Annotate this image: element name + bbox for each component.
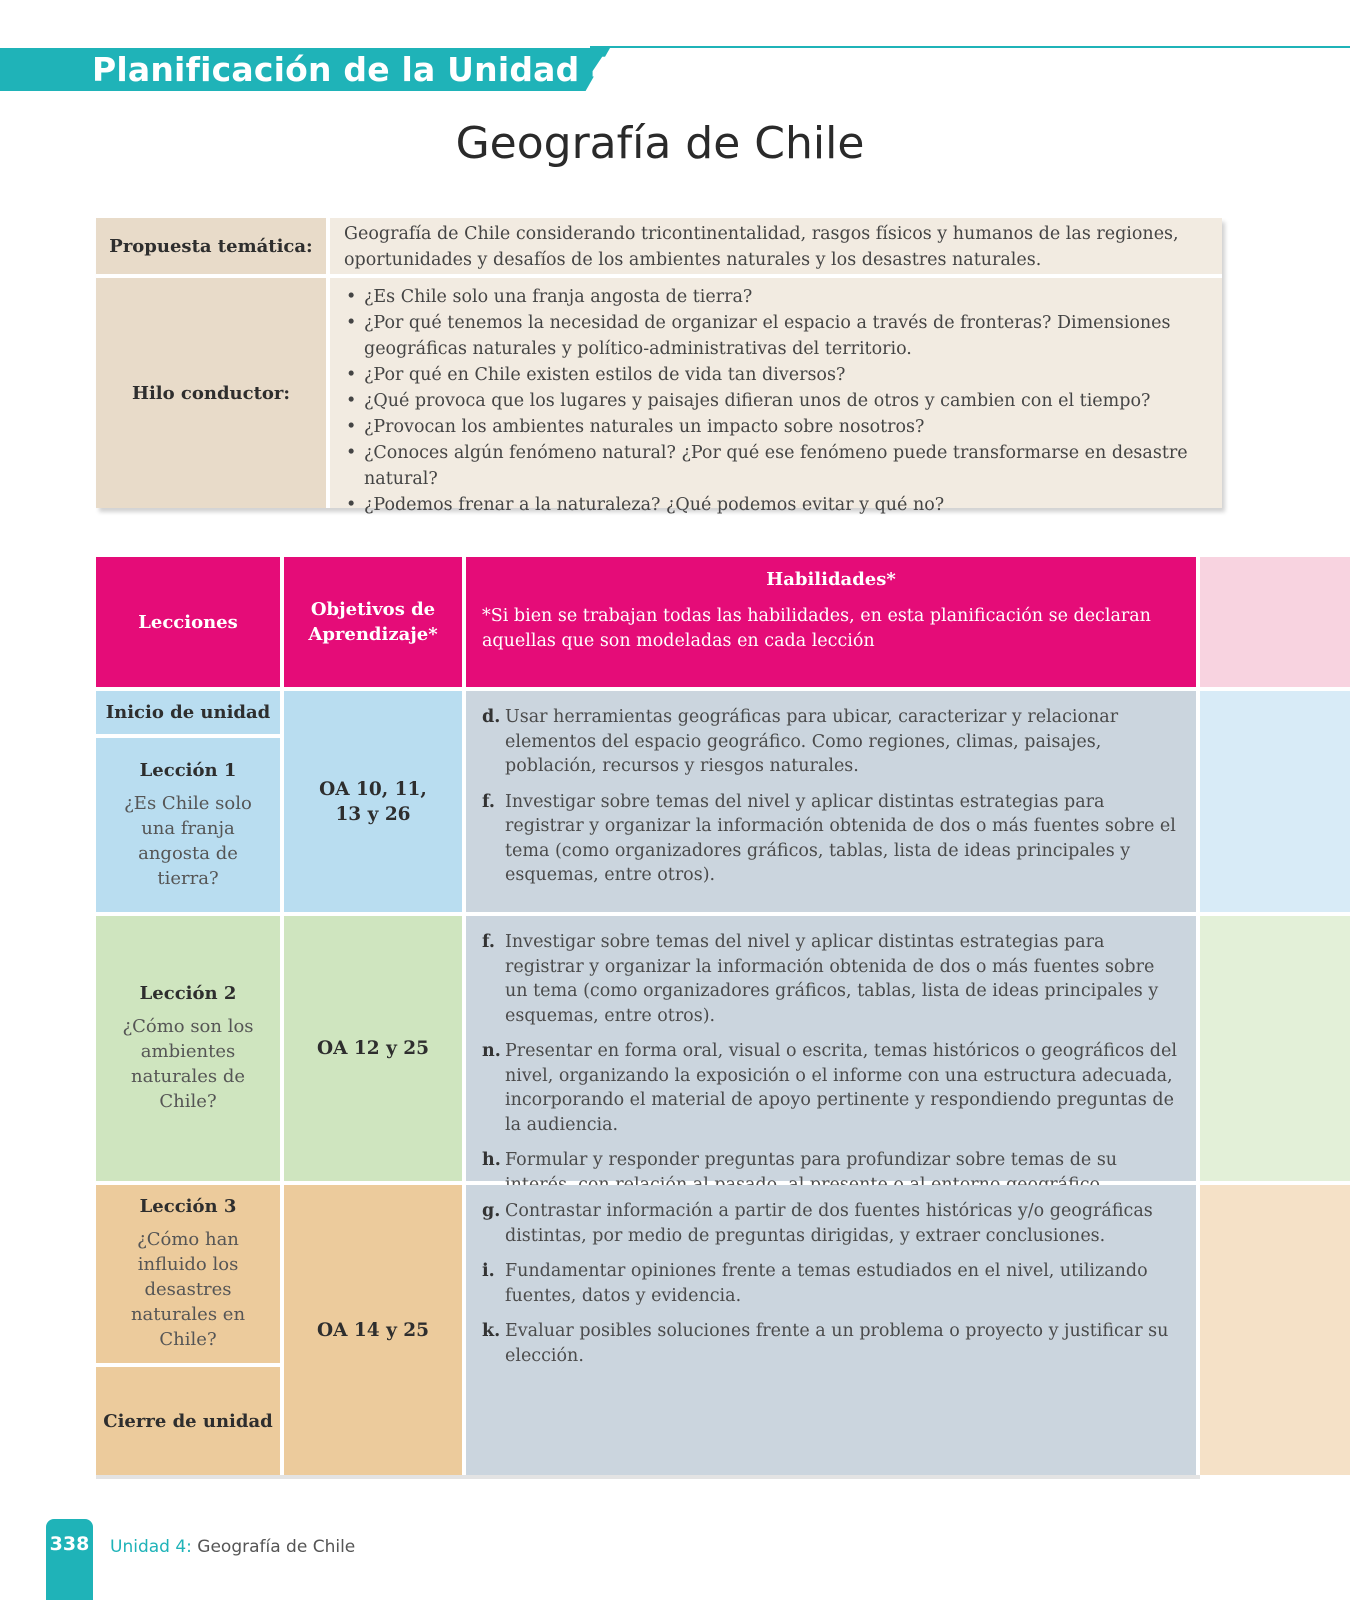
cierre-unidad: Cierre de unidad [96, 1367, 280, 1475]
hilo-item: • ¿Provocan los ambientes naturales un impacto sobre nosotros? [344, 414, 1208, 440]
page-number-tab [46, 1519, 93, 1600]
lesson-3-cell: Lección 3 ¿Cómo han influido los desastres naturales en Chile? [96, 1185, 280, 1363]
hilo-item: • ¿Por qué en Chile existen estilos de vida tan diversos? [344, 362, 1208, 388]
lesson-3-skills [466, 1185, 1196, 1475]
footer-unit-label: Unidad 4: [110, 1537, 192, 1557]
hilo-list [330, 278, 1222, 515]
summary-table [96, 218, 1222, 515]
hilo-label: Hilo conductor: [96, 278, 326, 508]
page-number: 338 [49, 1533, 90, 1555]
skill-item: f. Investigar sobre temas del nivel y aplicar distintas estrategias para registrar y organizar la información obtenida de dos o más fuentes sobre un tema (como organizadores gráficos, tablas, lista de ideas principales y esquemas, entre otros). [482, 932, 1159, 1026]
header-rule [590, 46, 1350, 48]
hilo-item: • ¿Conoces algún fenómeno natural? ¿Por qué ese fenómeno puede transformarse en desastre natural? [344, 440, 1208, 492]
lesson-1-oa: OA 10, 11, 13 y 26 [284, 691, 462, 912]
hilo-item: • ¿Podemos frenar a la naturaleza? ¿Qué podemos evitar y qué no? [344, 492, 1208, 518]
header-habilidades: Habilidades* *Si bien se trabajan todas las habilidades, en esta planificación se declaran aquellas que son modeladas en cada lección [466, 557, 1196, 687]
skill-item: i. Fundamentar opiniones frente a temas estudiados en el nivel, utilizando fuentes, datos y evidencia. [482, 1261, 1148, 1306]
hilo-item: • ¿Por qué tenemos la necesidad de organizar el espacio a través de fronteras? Dimensiones geográficas naturales y político-administrativas del territorio. [344, 310, 1208, 362]
lesson-2-cell: Lección 2 ¿Cómo son los ambientes naturales de Chile? [96, 916, 280, 1181]
skill-item: g. Contrastar información a partir de dos fuentes históricas y/o geográficas distintas, por medio de preguntas dirigidas, y extraer conclusiones. [482, 1201, 1153, 1246]
lesson-1-extra [1200, 691, 1350, 912]
propuesta-label: Propuesta temática: [96, 218, 326, 274]
skill-item: h. Formular y responder preguntas para profundizar sobre temas de su [482, 1150, 1118, 1170]
lesson-2-oa: OA 12 y 25 [284, 916, 462, 1181]
unit-banner-title: Planificación de la Unidad 4 [92, 50, 615, 89]
header-lecciones: Lecciones [96, 557, 280, 687]
lesson-1-skills [466, 691, 1196, 912]
page-title: Geografía de Chile [455, 118, 865, 169]
skill-item: f. Investigar sobre temas del nivel y aplicar distintas estrategias para registrar y organizar la información obtenida de dos o más fuentes sobre el tema (como organizadores gráficos, tablas, lista de ideas principales y esquemas, entre otros). [482, 791, 1176, 885]
hilo-item: • ¿Qué provoca que los lugares y paisajes difieran unos de otros y cambien con el tiempo? [344, 388, 1208, 414]
table-shadow [96, 1475, 1200, 1479]
lesson-3-extra [1200, 1185, 1350, 1475]
skill-item: n. Presentar en forma oral, visual o escrita, temas históricos o geográficos del nivel, organizando la exposición o el informe con una estructura adecuada, incorporando el material de apoyo pertinente y respondiendo preguntas de la audiencia. [482, 1041, 1177, 1135]
lesson-1-cell: Lección 1 ¿Es Chile solo una franja angosta de tierra? [96, 738, 280, 912]
inicio-unidad: Inicio de unidad [96, 691, 280, 734]
planning-table [96, 557, 1350, 1475]
lesson-2-skills [466, 916, 1196, 1181]
propuesta-text: Geografía de Chile considerando tricontinentalidad, rasgos físicos y humanos de las regiones, oportunidades y desafíos de los ambientes naturales y los desastres naturales. [330, 218, 1222, 274]
skill-item: d. Usar herramientas geográficas para ubicar, caracterizar y relacionar elementos del espacio geográfico. Como regiones, climas, paisajes, población, recursos y riesgos naturales. [482, 707, 1119, 776]
skill-item: k. Evaluar posibles soluciones frente a un problema o proyecto y justificar su elección. [482, 1321, 1169, 1366]
lesson-3-oa: OA 14 y 25 [284, 1185, 462, 1475]
footer-unit-name: Geografía de Chile [191, 1537, 356, 1557]
lesson-2-extra [1200, 916, 1350, 1181]
header-extra-column [1200, 557, 1350, 687]
footer-unit [110, 1537, 355, 1557]
header-objetivos: Objetivos de Aprendizaje* [284, 557, 462, 687]
hilo-item: • ¿Es Chile solo una franja angosta de tierra? [344, 284, 1208, 310]
